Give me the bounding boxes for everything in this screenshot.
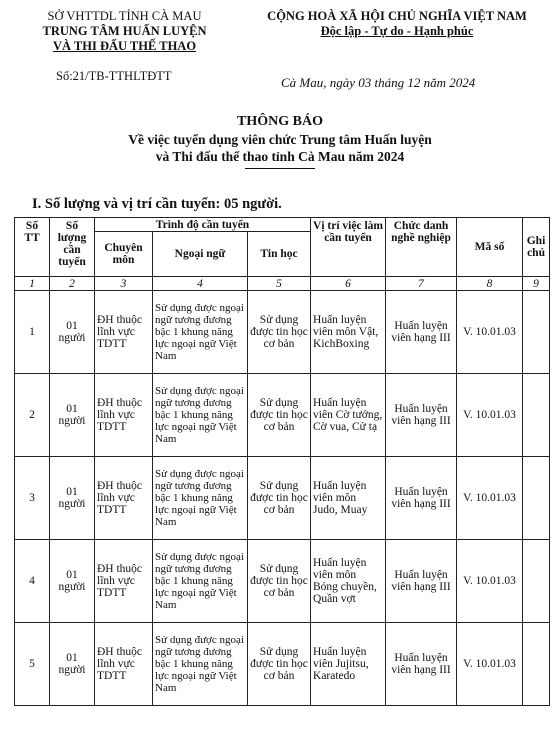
- title-divider: [245, 168, 315, 169]
- cell-foreign-language: Sử dụng được ngoại ngữ tương đương bậc 1 khung năng lực ngoại ngữ Việt Nam: [153, 291, 248, 374]
- header-foreign-language: Ngoại ngữ: [153, 232, 248, 277]
- cell-major: ĐH thuộc lĩnh vực TDTT: [95, 540, 153, 623]
- cell-major: ĐH thuộc lĩnh vực TDTT: [95, 457, 153, 540]
- table-header-row: [15, 218, 550, 232]
- cell-it: Sử dụng được tin học cơ bản: [248, 457, 311, 540]
- cell-quantity: 01 người: [50, 540, 95, 623]
- subtitle-line-1: Về việc tuyển dụng viên chức Trung tâm Huấn luyện: [128, 132, 432, 147]
- cell-foreign-language: Sử dụng được ngoại ngữ tương đương bậc 1 khung năng lực ngoại ngữ Việt Nam: [153, 374, 248, 457]
- cell-it: Sử dụng được tin học cơ bản: [248, 291, 311, 374]
- cell-foreign-language: Sử dụng được ngoại ngữ tương đương bậc 1 khung năng lực ngoại ngữ Việt Nam: [153, 540, 248, 623]
- cell-note: [523, 291, 550, 374]
- document-subtitle: [80, 131, 480, 165]
- header-it: Tin học: [248, 232, 311, 277]
- cell-quantity: 01 người: [50, 374, 95, 457]
- cell-it: Sử dụng được tin học cơ bản: [248, 623, 311, 706]
- cell-position: Huấn luyện viên môn Judo, Muay: [311, 457, 386, 540]
- cell-quantity: 01 người: [50, 457, 95, 540]
- cell-title: Huấn luyện viên hạng III: [386, 540, 457, 623]
- cell-code: V. 10.01.03: [457, 623, 523, 706]
- cell-major: ĐH thuộc lĩnh vực TDTT: [95, 374, 153, 457]
- document-title: THÔNG BÁO: [237, 114, 323, 129]
- cell-title: Huấn luyện viên hạng III: [386, 374, 457, 457]
- header-note: Ghi chú: [523, 218, 550, 277]
- header-title: Chức danh nghề nghiệp: [386, 218, 457, 277]
- header-position: Vị trí việc làm cần tuyển: [311, 218, 386, 277]
- cell-stt: 5: [15, 623, 50, 706]
- cell-it: Sử dụng được tin học cơ bản: [248, 374, 311, 457]
- agency-line-1: SỞ VHTTDL TỈNH CÀ MAU: [47, 9, 202, 23]
- table-row: [15, 540, 550, 623]
- motto: Độc lập - Tự do - Hạnh phúc: [320, 24, 474, 38]
- column-number: 3: [95, 277, 153, 291]
- cell-note: [523, 540, 550, 623]
- header-major: Chuyên môn: [95, 232, 153, 277]
- cell-stt: 3: [15, 457, 50, 540]
- cell-it: Sử dụng được tin học cơ bản: [248, 540, 311, 623]
- table-row: [15, 374, 550, 457]
- header-quantity: Số lượng cần tuyển: [50, 218, 95, 277]
- column-number: 1: [15, 277, 50, 291]
- cell-quantity: 01 người: [50, 623, 95, 706]
- column-number: 2: [50, 277, 95, 291]
- recruitment-table: [14, 217, 550, 706]
- cell-code: V. 10.01.03: [457, 457, 523, 540]
- cell-code: V. 10.01.03: [457, 291, 523, 374]
- header-code: Mã số: [457, 218, 523, 277]
- cell-title: Huấn luyện viên hạng III: [386, 291, 457, 374]
- subtitle-line-2: và Thi đấu thể thao tỉnh Cà Mau năm 2024: [155, 149, 405, 164]
- column-number: 5: [248, 277, 311, 291]
- table-row: [15, 623, 550, 706]
- header-qualification-group: Trình độ cần tuyển: [95, 218, 311, 232]
- cell-position: Huấn luyện viên Jujitsu, Karatedo: [311, 623, 386, 706]
- country-line: CỘNG HOÀ XÃ HỘI CHỦ NGHĨA VIỆT NAM: [267, 9, 527, 23]
- document-number: Số:21/TB-TTHLTĐTT: [56, 69, 172, 83]
- agency-header: [22, 9, 227, 54]
- cell-quantity: 01 người: [50, 291, 95, 374]
- cell-stt: 4: [15, 540, 50, 623]
- column-number: 9: [523, 277, 550, 291]
- cell-foreign-language: Sử dụng được ngoại ngữ tương đương bậc 1 khung năng lực ngoại ngữ Việt Nam: [153, 623, 248, 706]
- agency-line-2: TRUNG TÂM HUẤN LUYỆN: [42, 24, 207, 38]
- cell-foreign-language: Sử dụng được ngoại ngữ tương đương bậc 1 khung năng lực ngoại ngữ Việt Nam: [153, 457, 248, 540]
- cell-major: ĐH thuộc lĩnh vực TDTT: [95, 623, 153, 706]
- column-number: 8: [457, 277, 523, 291]
- section-heading: I. Số lượng và vị trí cần tuyển: 05 người.: [32, 196, 282, 212]
- cell-major: ĐH thuộc lĩnh vực TDTT: [95, 291, 153, 374]
- cell-code: V. 10.01.03: [457, 374, 523, 457]
- column-number: 7: [386, 277, 457, 291]
- cell-title: Huấn luyện viên hạng III: [386, 623, 457, 706]
- cell-note: [523, 623, 550, 706]
- cell-position: Huấn luyện viên Cờ tướng, Cờ vua, Cử tạ: [311, 374, 386, 457]
- cell-title: Huấn luyện viên hạng III: [386, 457, 457, 540]
- cell-stt: 2: [15, 374, 50, 457]
- table-row: [15, 291, 550, 374]
- column-number: 6: [311, 277, 386, 291]
- cell-note: [523, 374, 550, 457]
- column-number: 4: [153, 277, 248, 291]
- cell-code: V. 10.01.03: [457, 540, 523, 623]
- header-stt: Số TT: [15, 218, 50, 277]
- table-row: [15, 457, 550, 540]
- cell-position: Huấn luyện viên môn Vật, KichBoxing: [311, 291, 386, 374]
- cell-note: [523, 457, 550, 540]
- cell-stt: 1: [15, 291, 50, 374]
- cell-position: Huấn luyện viên môn Bóng chuyền, Quần vợt: [311, 540, 386, 623]
- column-number-row: [15, 277, 550, 291]
- place-and-date: Cà Mau, ngày 03 tháng 12 năm 2024: [281, 75, 476, 90]
- agency-line-3: VÀ THI ĐẤU THỂ THAO: [52, 39, 197, 53]
- national-header: [247, 9, 547, 39]
